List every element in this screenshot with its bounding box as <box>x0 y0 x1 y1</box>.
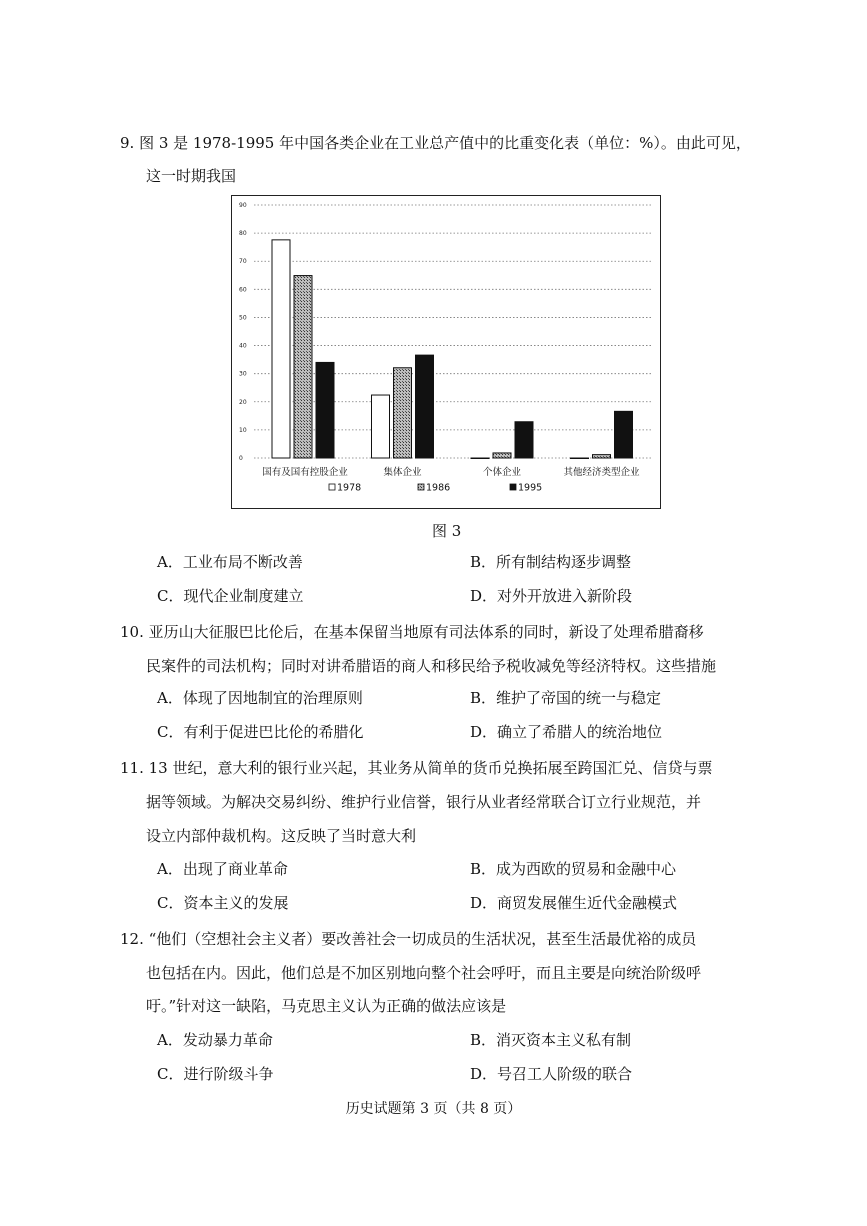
q12-option-b: B．消灭资本主义私有制 <box>470 1031 632 1049</box>
y-tick-label: 0 <box>239 455 243 462</box>
y-tick-label: 30 <box>239 370 247 378</box>
y-tick-label: 60 <box>239 286 247 294</box>
q10-option-b: B．维护了帝国的统一与稳定 <box>470 689 662 707</box>
bar-1986 <box>493 453 511 458</box>
bar-1986 <box>294 276 312 458</box>
bar-1995 <box>316 362 334 458</box>
q10-stem-line1: 10. 亚历山大征服巴比伦后，在基本保留当地原有司法体系的同时，新设了处理希腊裔移 <box>120 623 704 641</box>
figure-3-chart <box>231 195 661 509</box>
q12-option-a: A．发动暴力革命 <box>157 1031 273 1049</box>
x-category-label: 个体企业 <box>482 467 522 478</box>
q9-stem-line1: 9. 图 3 是 1978-1995 年中国各类企业在工业总产值中的比重变化表（单位：%）。由此可见， <box>120 134 751 152</box>
q9-option-b: B．所有制结构逐步调整 <box>470 553 632 571</box>
bar-1986 <box>593 455 611 458</box>
bar-1978 <box>471 458 489 459</box>
y-tick-label: 90 <box>239 202 247 209</box>
q12-option-d: D．号召工人阶级的联合 <box>470 1065 633 1083</box>
q11-option-a: A．出现了商业革命 <box>157 860 288 878</box>
q9-stem-line2: 这一时期我国 <box>146 167 237 185</box>
figure-caption: 图 3 <box>432 522 462 540</box>
legend-swatch-1978 <box>329 484 335 490</box>
bar-1978 <box>272 240 290 458</box>
x-category-label: 国有及国有控股企业 <box>262 467 348 478</box>
q10-option-a: A．体现了因地制宜的治理原则 <box>157 689 363 707</box>
q12-stem-line3: 吁。”针对这一缺陷，马克思主义认为正确的做法应该是 <box>146 997 507 1015</box>
q11-stem-line2: 据等领域。为解决交易纠纷、维护行业信誉，银行从业者经常联合订立行业规范，并 <box>146 793 702 811</box>
legend-swatch-1995 <box>510 484 516 490</box>
legend-swatch-1986 <box>418 484 424 490</box>
y-tick-label: 40 <box>239 342 247 350</box>
q9-option-c: C．现代企业制度建立 <box>157 587 304 605</box>
q10-stem-line2: 民案件的司法机构；同时对讲希腊语的商人和移民给予税收减免等经济特权。这些措施 <box>146 657 717 675</box>
bar-chart-svg <box>232 196 660 508</box>
q9-option-a: A．工业布局不断改善 <box>157 553 303 571</box>
q12-stem-line1: 12. “他们（空想社会主义者）要改善社会一切成员的生活状况，甚至生活最优裕的成员 <box>120 930 697 948</box>
q10-option-d: D．确立了希腊人的统治地位 <box>470 723 663 741</box>
legend-label: 1978 <box>337 482 362 494</box>
y-tick-label: 10 <box>239 426 247 434</box>
bar-1978 <box>571 458 589 459</box>
page-footer: 历史试题第 3 页（共 8 页） <box>345 1101 522 1117</box>
y-tick-label: 80 <box>239 230 247 238</box>
y-tick-label: 70 <box>239 258 247 266</box>
legend-label: 1995 <box>518 482 543 494</box>
q11-option-c: C．资本主义的发展 <box>157 894 289 912</box>
legend-label: 1986 <box>426 482 451 494</box>
bar-1995 <box>615 411 633 458</box>
y-tick-label: 50 <box>239 314 247 322</box>
q12-option-c: C．进行阶级斗争 <box>157 1065 274 1083</box>
bar-1995 <box>416 355 434 458</box>
q9-option-d: D．对外开放进入新阶段 <box>470 587 633 605</box>
bar-1995 <box>515 422 533 458</box>
q10-option-c: C．有利于促进巴比伦的希腊化 <box>157 723 364 741</box>
x-category-label: 集体企业 <box>383 467 422 478</box>
bar-1978 <box>372 395 390 458</box>
q11-stem-line3: 设立内部仲裁机构。这反映了当时意大利 <box>146 827 417 845</box>
q11-option-d: D．商贸发展催生近代金融模式 <box>470 894 678 912</box>
q12-stem-line2: 也包括在内。因此，他们总是不加区别地向整个社会呼吁，而且主要是向统治阶级呼 <box>146 964 702 982</box>
x-category-label: 其他经济类型企业 <box>563 467 640 478</box>
y-tick-label: 20 <box>239 398 247 406</box>
q11-stem-line1: 11. 13 世纪，意大利的银行业兴起，其业务从简单的货币兑换拓展至跨国汇兑、信贷与票 <box>120 759 713 777</box>
bar-1986 <box>394 368 412 458</box>
q11-option-b: B．成为西欧的贸易和金融中心 <box>470 860 677 878</box>
